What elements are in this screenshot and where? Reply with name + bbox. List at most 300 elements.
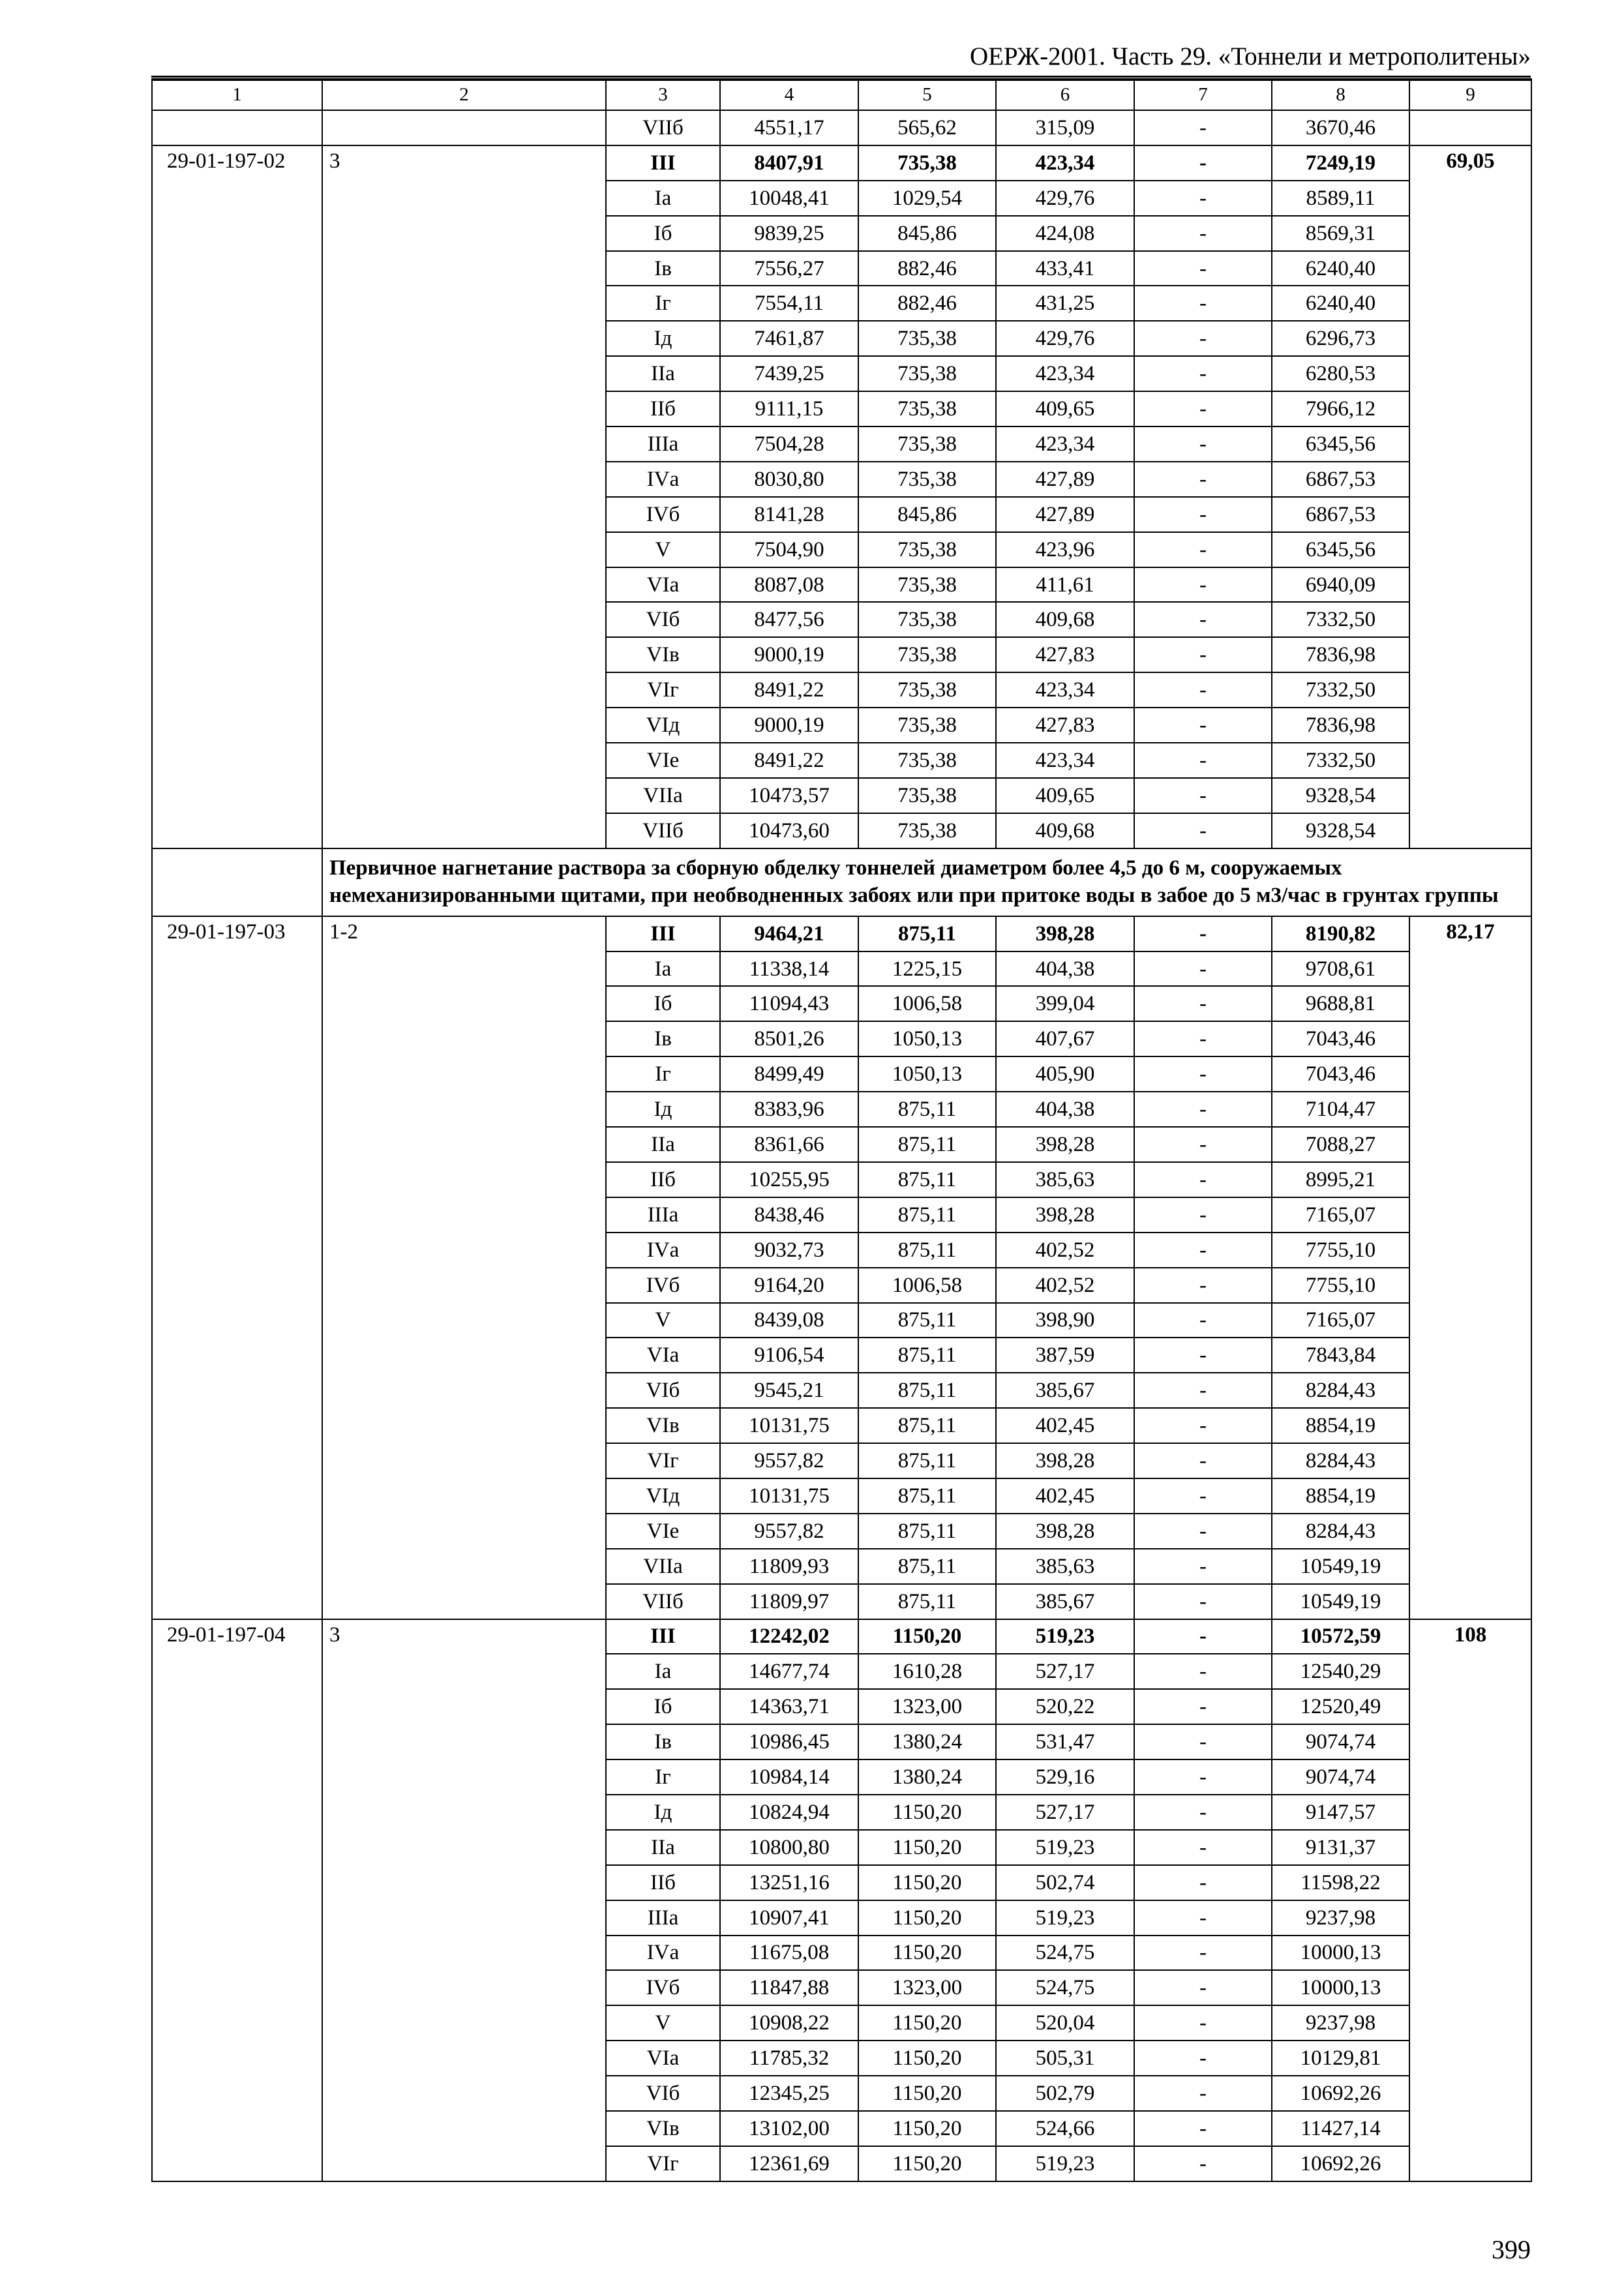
- row-category: VIа: [606, 567, 720, 603]
- table-cell: -: [1134, 743, 1272, 778]
- table-cell: 7556,27: [720, 251, 858, 286]
- table-cell: -: [1134, 1936, 1272, 1971]
- table-cell: 875,11: [858, 916, 996, 951]
- table-cell: 431,25: [996, 286, 1134, 321]
- table-cell: 3670,46: [1272, 110, 1409, 145]
- table-cell: -: [1134, 2076, 1272, 2111]
- table-cell: 385,63: [996, 1162, 1134, 1197]
- rate-value: 108: [1409, 1619, 1531, 2181]
- page-number: 399: [1492, 2235, 1531, 2264]
- table-cell: -: [1134, 1724, 1272, 1759]
- table-cell: 10824,94: [720, 1795, 858, 1830]
- table-cell: -: [1134, 2005, 1272, 2041]
- table-cell: 7755,10: [1272, 1233, 1409, 1268]
- table-cell: 12242,02: [720, 1619, 858, 1654]
- table-cell: 404,38: [996, 951, 1134, 987]
- row-category: IIб: [606, 1865, 720, 1900]
- table-cell: 409,65: [996, 778, 1134, 813]
- table-cell: 519,23: [996, 1830, 1134, 1865]
- table-cell: 402,52: [996, 1233, 1134, 1268]
- row-category: III: [606, 916, 720, 951]
- table-cell: 735,38: [858, 391, 996, 426]
- table-cell: 8491,22: [720, 743, 858, 778]
- column-number: 5: [858, 79, 996, 110]
- table-cell: -: [1134, 672, 1272, 708]
- row-category: VIа: [606, 2041, 720, 2076]
- table-cell: -: [1134, 1268, 1272, 1303]
- table-cell: 385,63: [996, 1549, 1134, 1584]
- table-cell: -: [1134, 1654, 1272, 1689]
- table-cell: 527,17: [996, 1795, 1134, 1830]
- rate-code: 29-01-197-04: [152, 1619, 322, 2181]
- table-cell: -: [1134, 708, 1272, 743]
- table-cell: -: [1134, 1549, 1272, 1584]
- column-number: 9: [1409, 79, 1531, 110]
- row-category: IVа: [606, 462, 720, 497]
- soil-group: 1-2: [322, 916, 606, 1619]
- table-cell: 8438,46: [720, 1197, 858, 1233]
- table-cell: 9464,21: [720, 916, 858, 951]
- table-cell: 429,76: [996, 181, 1134, 216]
- table-cell: 10131,75: [720, 1478, 858, 1514]
- table-cell: 423,96: [996, 532, 1134, 567]
- row-category: IIIа: [606, 1900, 720, 1936]
- table-cell: -: [1134, 2146, 1272, 2181]
- table-cell: 735,38: [858, 743, 996, 778]
- table-cell: 10692,26: [1272, 2146, 1409, 2181]
- table-cell: 8491,22: [720, 672, 858, 708]
- table-cell: 845,86: [858, 216, 996, 251]
- row-category: VIб: [606, 1373, 720, 1408]
- table-cell: 10473,60: [720, 813, 858, 848]
- table-cell: 10549,19: [1272, 1549, 1409, 1584]
- table-cell: 10984,14: [720, 1759, 858, 1795]
- table-cell: 875,11: [858, 1233, 996, 1268]
- table-cell: 423,34: [996, 672, 1134, 708]
- column-number: 2: [322, 79, 606, 110]
- table-cell: 14677,74: [720, 1654, 858, 1689]
- table-cell: 1150,20: [858, 1936, 996, 1971]
- table-cell: -: [1134, 1865, 1272, 1900]
- table-cell: 1150,20: [858, 2146, 996, 2181]
- column-number: 1: [152, 79, 322, 110]
- table-cell: 1150,20: [858, 1865, 996, 1900]
- table-cell: 7332,50: [1272, 672, 1409, 708]
- table-cell: 1380,24: [858, 1759, 996, 1795]
- table-cell: 1150,20: [858, 2041, 996, 2076]
- table-cell: 10255,95: [720, 1162, 858, 1197]
- table-cell: 1050,13: [858, 1021, 996, 1056]
- table-cell: -: [1134, 1830, 1272, 1865]
- table-cell: -: [1134, 426, 1272, 462]
- table-cell: 411,61: [996, 567, 1134, 603]
- table-cell: 12345,25: [720, 2076, 858, 2111]
- table-cell: 11809,93: [720, 1549, 858, 1584]
- soil-group: 3: [322, 1619, 606, 2181]
- table-cell: [152, 110, 322, 145]
- table-cell: 9688,81: [1272, 986, 1409, 1021]
- table-cell: 427,89: [996, 497, 1134, 532]
- table-cell: 7249,19: [1272, 145, 1409, 181]
- table-cell: 1006,58: [858, 986, 996, 1021]
- table-cell: 875,11: [858, 1478, 996, 1514]
- table-cell: 524,66: [996, 2111, 1134, 2146]
- table-cell: 7966,12: [1272, 391, 1409, 426]
- table-cell: 1150,20: [858, 1900, 996, 1936]
- row-category: Iа: [606, 1654, 720, 1689]
- table-cell: [152, 848, 322, 916]
- table-cell: -: [1134, 532, 1272, 567]
- table-cell: 565,62: [858, 110, 996, 145]
- table-cell: -: [1134, 1373, 1272, 1408]
- rate-code: 29-01-197-02: [152, 145, 322, 848]
- table-cell: 7104,47: [1272, 1092, 1409, 1127]
- table-cell: 8284,43: [1272, 1443, 1409, 1478]
- table-cell: 11598,22: [1272, 1865, 1409, 1900]
- table-cell: 1050,13: [858, 1056, 996, 1092]
- table-cell: 7332,50: [1272, 743, 1409, 778]
- table-cell: -: [1134, 1443, 1272, 1478]
- table-cell: 402,45: [996, 1408, 1134, 1443]
- table-cell: 735,38: [858, 708, 996, 743]
- table-cell: -: [1134, 1127, 1272, 1162]
- table-cell: -: [1134, 1338, 1272, 1373]
- table-row: [152, 916, 1531, 951]
- row-category: IVб: [606, 1268, 720, 1303]
- table-cell: 11427,14: [1272, 2111, 1409, 2146]
- table-cell: 8499,49: [720, 1056, 858, 1092]
- table-row: [152, 145, 1531, 181]
- table-cell: 9237,98: [1272, 1900, 1409, 1936]
- table-cell: -: [1134, 2041, 1272, 2076]
- table-cell: 405,90: [996, 1056, 1134, 1092]
- table-cell: 7439,25: [720, 356, 858, 391]
- table-cell: 1150,20: [858, 1830, 996, 1865]
- table-cell: 10129,81: [1272, 2041, 1409, 2076]
- table-cell: 519,23: [996, 1619, 1134, 1654]
- row-category: VIа: [606, 1338, 720, 1373]
- section-heading: Первичное нагнетание раствора за сборную обделку тоннелей диаметром более 4,5 до 6 м, сооружаемых немеханизированными щитами, при необводненных забоях или при притоке воды в забое до 5 м3/час в грунтах группы: [322, 848, 1531, 916]
- row-category: Iд: [606, 321, 720, 356]
- table-cell: 735,38: [858, 321, 996, 356]
- table-cell: 7554,11: [720, 286, 858, 321]
- table-cell: 1006,58: [858, 1268, 996, 1303]
- table-cell: 10048,41: [720, 181, 858, 216]
- table-cell: -: [1134, 1162, 1272, 1197]
- row-category: VIв: [606, 2111, 720, 2146]
- table-cell: 9074,74: [1272, 1724, 1409, 1759]
- table-cell: 402,45: [996, 1478, 1134, 1514]
- table-cell: 845,86: [858, 497, 996, 532]
- row-category: IIIа: [606, 426, 720, 462]
- table-cell: 427,89: [996, 462, 1134, 497]
- table-cell: 875,11: [858, 1408, 996, 1443]
- soil-group: 3: [322, 145, 606, 848]
- table-cell: 9328,54: [1272, 813, 1409, 848]
- table-cell: -: [1134, 1478, 1272, 1514]
- table-cell: -: [1134, 1900, 1272, 1936]
- table-cell: -: [1134, 602, 1272, 637]
- table-cell: 1150,20: [858, 2111, 996, 2146]
- table-cell: 398,28: [996, 1127, 1134, 1162]
- table-cell: 6345,56: [1272, 532, 1409, 567]
- row-category: VIг: [606, 2146, 720, 2181]
- row-category: Iб: [606, 986, 720, 1021]
- table-cell: 735,38: [858, 532, 996, 567]
- table-cell: 427,83: [996, 637, 1134, 672]
- table-cell: 875,11: [858, 1197, 996, 1233]
- table-cell: 9074,74: [1272, 1759, 1409, 1795]
- table-cell: 11338,14: [720, 951, 858, 987]
- table-cell: 9237,98: [1272, 2005, 1409, 2041]
- row-category: VIб: [606, 2076, 720, 2111]
- row-category: VIIб: [606, 1584, 720, 1619]
- column-number: 3: [606, 79, 720, 110]
- row-category: IIа: [606, 1830, 720, 1865]
- table-cell: -: [1134, 1056, 1272, 1092]
- table-cell: 7165,07: [1272, 1303, 1409, 1338]
- table-cell: 10907,41: [720, 1900, 858, 1936]
- table-cell: 8407,91: [720, 145, 858, 181]
- table-cell: [1409, 110, 1531, 145]
- table-cell: 529,16: [996, 1759, 1134, 1795]
- table-cell: -: [1134, 2111, 1272, 2146]
- table-cell: 7755,10: [1272, 1268, 1409, 1303]
- table-cell: 524,75: [996, 1936, 1134, 1971]
- row-category: VIг: [606, 1443, 720, 1478]
- table-cell: 6296,73: [1272, 321, 1409, 356]
- table-cell: -: [1134, 567, 1272, 603]
- table-cell: 7836,98: [1272, 708, 1409, 743]
- table-cell: 7504,28: [720, 426, 858, 462]
- table-cell: 10000,13: [1272, 1936, 1409, 1971]
- table-cell: 8569,31: [1272, 216, 1409, 251]
- table-cell: 423,34: [996, 145, 1134, 181]
- table-cell: 519,23: [996, 2146, 1134, 2181]
- table-cell: 8589,11: [1272, 181, 1409, 216]
- table-cell: 519,23: [996, 1900, 1134, 1936]
- table-cell: 1380,24: [858, 1724, 996, 1759]
- table-cell: 11094,43: [720, 986, 858, 1021]
- table-cell: 520,22: [996, 1689, 1134, 1724]
- table-cell: 8501,26: [720, 1021, 858, 1056]
- table-cell: 875,11: [858, 1549, 996, 1584]
- table-cell: 424,08: [996, 216, 1134, 251]
- price-table: [151, 78, 1532, 2182]
- table-cell: 7836,98: [1272, 637, 1409, 672]
- table-cell: 409,68: [996, 602, 1134, 637]
- rate-value: 82,17: [1409, 916, 1531, 1619]
- table-row: [152, 110, 1531, 145]
- table-cell: 387,59: [996, 1338, 1134, 1373]
- table-cell: -: [1134, 1514, 1272, 1549]
- table-cell: -: [1134, 1303, 1272, 1338]
- table-cell: 423,34: [996, 426, 1134, 462]
- table-cell: 9147,57: [1272, 1795, 1409, 1830]
- table-cell: 8439,08: [720, 1303, 858, 1338]
- row-category: IVб: [606, 1970, 720, 2005]
- table-cell: -: [1134, 181, 1272, 216]
- table-cell: 6240,40: [1272, 286, 1409, 321]
- table-cell: 8030,80: [720, 462, 858, 497]
- table-cell: 875,11: [858, 1127, 996, 1162]
- row-category: V: [606, 532, 720, 567]
- rate-value: 69,05: [1409, 145, 1531, 848]
- table-cell: 9164,20: [720, 1268, 858, 1303]
- table-cell: 9839,25: [720, 216, 858, 251]
- table-cell: 502,74: [996, 1865, 1134, 1900]
- table-cell: 13102,00: [720, 2111, 858, 2146]
- table-cell: [322, 110, 606, 145]
- row-category: Iб: [606, 1689, 720, 1724]
- row-category: V: [606, 1303, 720, 1338]
- table-cell: 11809,97: [720, 1584, 858, 1619]
- table-cell: 10000,13: [1272, 1970, 1409, 2005]
- table-cell: 11785,32: [720, 2041, 858, 2076]
- row-category: VIв: [606, 637, 720, 672]
- table-cell: 10908,22: [720, 2005, 858, 2041]
- table-cell: 10549,19: [1272, 1584, 1409, 1619]
- table-cell: 6345,56: [1272, 426, 1409, 462]
- row-category: VIб: [606, 602, 720, 637]
- table-cell: -: [1134, 110, 1272, 145]
- table-cell: 1610,28: [858, 1654, 996, 1689]
- table-cell: 14363,71: [720, 1689, 858, 1724]
- table-cell: 9708,61: [1272, 951, 1409, 987]
- table-cell: 875,11: [858, 1373, 996, 1408]
- table-cell: 433,41: [996, 251, 1134, 286]
- table-cell: 7504,90: [720, 532, 858, 567]
- table-cell: 4551,17: [720, 110, 858, 145]
- table-cell: -: [1134, 286, 1272, 321]
- row-category: III: [606, 145, 720, 181]
- table-cell: -: [1134, 1408, 1272, 1443]
- row-category: IVб: [606, 497, 720, 532]
- table-cell: -: [1134, 1970, 1272, 2005]
- table-cell: 882,46: [858, 251, 996, 286]
- table-cell: 10473,57: [720, 778, 858, 813]
- table-cell: -: [1134, 1689, 1272, 1724]
- table-cell: 12540,29: [1272, 1654, 1409, 1689]
- table-cell: -: [1134, 391, 1272, 426]
- table-cell: -: [1134, 1197, 1272, 1233]
- table-cell: -: [1134, 1759, 1272, 1795]
- table-cell: 12520,49: [1272, 1689, 1409, 1724]
- row-category: VIе: [606, 1514, 720, 1549]
- table-cell: 9111,15: [720, 391, 858, 426]
- table-cell: 9545,21: [720, 1373, 858, 1408]
- table-cell: -: [1134, 251, 1272, 286]
- table-cell: -: [1134, 1092, 1272, 1127]
- column-number: 7: [1134, 79, 1272, 110]
- table-cell: -: [1134, 1021, 1272, 1056]
- table-cell: 9000,19: [720, 637, 858, 672]
- table-cell: -: [1134, 1584, 1272, 1619]
- table-cell: 6867,53: [1272, 462, 1409, 497]
- table-cell: 8854,19: [1272, 1478, 1409, 1514]
- table-cell: 9106,54: [720, 1338, 858, 1373]
- page-header: ОЕРЖ-2001. Часть 29. «Тоннели и метрополитены»: [969, 42, 1531, 70]
- table-cell: 9328,54: [1272, 778, 1409, 813]
- table-cell: 8190,82: [1272, 916, 1409, 951]
- table-cell: 7843,84: [1272, 1338, 1409, 1373]
- table-cell: 1323,00: [858, 1970, 996, 2005]
- table-cell: 6240,40: [1272, 251, 1409, 286]
- row-category: Iа: [606, 181, 720, 216]
- table-cell: -: [1134, 951, 1272, 987]
- table-cell: 8284,43: [1272, 1514, 1409, 1549]
- table-cell: 9131,37: [1272, 1830, 1409, 1865]
- row-category: Iа: [606, 951, 720, 987]
- row-category: VIIб: [606, 813, 720, 848]
- table-cell: 8141,28: [720, 497, 858, 532]
- table-cell: 1150,20: [858, 2076, 996, 2111]
- table-cell: 875,11: [858, 1162, 996, 1197]
- row-category: Iв: [606, 1021, 720, 1056]
- table-cell: 7461,87: [720, 321, 858, 356]
- table-cell: -: [1134, 321, 1272, 356]
- table-cell: 398,28: [996, 1197, 1134, 1233]
- table-cell: 10986,45: [720, 1724, 858, 1759]
- table-cell: 9557,82: [720, 1514, 858, 1549]
- row-category: IVа: [606, 1936, 720, 1971]
- table-cell: -: [1134, 145, 1272, 181]
- table-cell: -: [1134, 462, 1272, 497]
- table-cell: 1029,54: [858, 181, 996, 216]
- row-category: IIб: [606, 1162, 720, 1197]
- table-cell: 7043,46: [1272, 1021, 1409, 1056]
- table-cell: 13251,16: [720, 1865, 858, 1900]
- table-cell: 735,38: [858, 567, 996, 603]
- table-cell: 398,28: [996, 1443, 1134, 1478]
- table-cell: -: [1134, 1795, 1272, 1830]
- table-cell: 423,34: [996, 743, 1134, 778]
- row-category: VIIа: [606, 778, 720, 813]
- table-cell: 735,38: [858, 145, 996, 181]
- table-cell: 6940,09: [1272, 567, 1409, 603]
- row-category: VIв: [606, 1408, 720, 1443]
- table-cell: 735,38: [858, 813, 996, 848]
- table-cell: 8995,21: [1272, 1162, 1409, 1197]
- table-cell: 315,09: [996, 110, 1134, 145]
- table-cell: 11847,88: [720, 1970, 858, 2005]
- table-cell: 9032,73: [720, 1233, 858, 1268]
- table-cell: -: [1134, 637, 1272, 672]
- table-cell: 12361,69: [720, 2146, 858, 2181]
- table-cell: 409,68: [996, 813, 1134, 848]
- table-cell: 6867,53: [1272, 497, 1409, 532]
- row-category: VIд: [606, 708, 720, 743]
- table-cell: -: [1134, 1619, 1272, 1654]
- table-cell: 10131,75: [720, 1408, 858, 1443]
- table-cell: -: [1134, 1233, 1272, 1268]
- table-cell: 423,34: [996, 356, 1134, 391]
- table-cell: 398,28: [996, 916, 1134, 951]
- table-cell: 9557,82: [720, 1443, 858, 1478]
- table-cell: 7088,27: [1272, 1127, 1409, 1162]
- table-cell: 524,75: [996, 1970, 1134, 2005]
- column-number: 8: [1272, 79, 1409, 110]
- row-category: IIIа: [606, 1197, 720, 1233]
- table-cell: 404,38: [996, 1092, 1134, 1127]
- table-cell: 1150,20: [858, 1619, 996, 1654]
- row-category: Iг: [606, 286, 720, 321]
- table-cell: 875,11: [858, 1443, 996, 1478]
- table-cell: 505,31: [996, 2041, 1134, 2076]
- table-cell: 875,11: [858, 1338, 996, 1373]
- table-cell: -: [1134, 356, 1272, 391]
- table-cell: 882,46: [858, 286, 996, 321]
